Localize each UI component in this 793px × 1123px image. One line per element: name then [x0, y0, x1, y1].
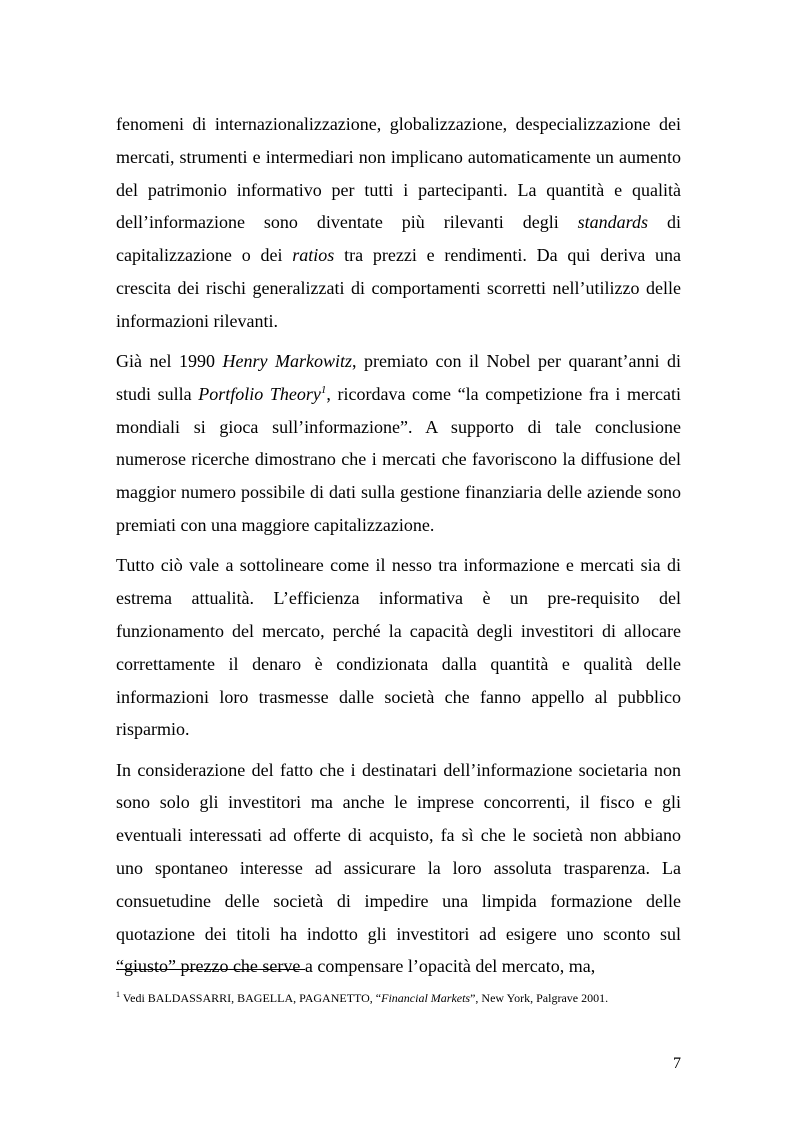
- footnote-italic-title: Financial Markets: [381, 991, 471, 1005]
- body-text: [116, 108, 681, 991]
- footnote-separator: [116, 969, 305, 970]
- text-fragment: fenomeni di internazionalizzazione, globalizzazione, despecializzazione dei mercati, strumenti e intermediari non implicano automaticamente un aumento del patrimonio informativo per tutti i partecipanti. La quantità e qualità dell’informazione sono diventate più rilevanti degli: [116, 114, 681, 233]
- footnote-reference[interactable]: 1: [320, 383, 327, 396]
- page-number: 7: [673, 1055, 681, 1072]
- footnote-text: Vedi BALDASSARRI, BAGELLA, PAGANETTO, “: [120, 991, 382, 1005]
- text-fragment: tra prezzi e rendimenti. Da qui deriva una crescita dei rischi generalizzati di comportamenti scorretti nell’utilizzo delle informazioni rilevanti.: [116, 245, 681, 331]
- paragraph: [116, 549, 681, 746]
- paragraph: [116, 108, 681, 338]
- text-fragment: Tutto ciò vale a sottolineare come il nesso tra informazione e mercati sia di estrema attualità. L’efficienza informativa è un pre-requisito del funzionamento del mercato, perché la capacità degli investitori di allocare correttamente il denaro è condizionata dalla quantità e qualità delle informazioni loro trasmesse dalle società che fanno appello al pubblico risparmio.: [116, 555, 681, 740]
- text-fragment: di capitalizzazione o dei: [116, 212, 681, 266]
- paragraph: [116, 754, 681, 984]
- footnote: [116, 990, 681, 1006]
- italic-term-ratios: ratios: [292, 245, 335, 266]
- italic-term-portfolio-theory: Portfolio Theory: [198, 383, 321, 404]
- footnote-number: 1: [116, 990, 120, 999]
- paragraph: [116, 345, 681, 542]
- text-fragment: , premiato con il Nobel per quarant’anni di studi sulla: [116, 351, 681, 404]
- text-fragment: In considerazione del fatto che i destinatari dell’informazione societaria non sono solo gli investitori ma anche le imprese concorrenti, il fisco e gli eventuali interessati ad offerte di acquisto, fa sì che le società non abbiano uno spontaneo interesse ad assicurare la loro assoluta trasparenza. La consuetudine delle società di impedire una limpida formazione delle quotazione dei titoli ha indotto gli investitori ad esigere uno sconto sul “giusto” prezzo che serve a compensare l’opacità del mercato, ma,: [116, 759, 681, 977]
- italic-term-standards: standards: [577, 212, 649, 233]
- italic-name-markowitz: Henry Markowitz: [222, 351, 353, 372]
- text-fragment: Già nel 1990: [116, 351, 223, 372]
- text-fragment: , ricordava come “la competizione fra i mercati mondiali si gioca sull’informazione”. A supporto di tale conclusione numerose ricerche dimostrano che i mercati che favoriscono la diffusione del maggior numero possibile di dati sulla gestione finanziaria delle aziende sono premiati con una maggiore capitalizzazione.: [116, 383, 681, 536]
- footnote-text: ”, New York, Palgrave 2001.: [470, 991, 609, 1005]
